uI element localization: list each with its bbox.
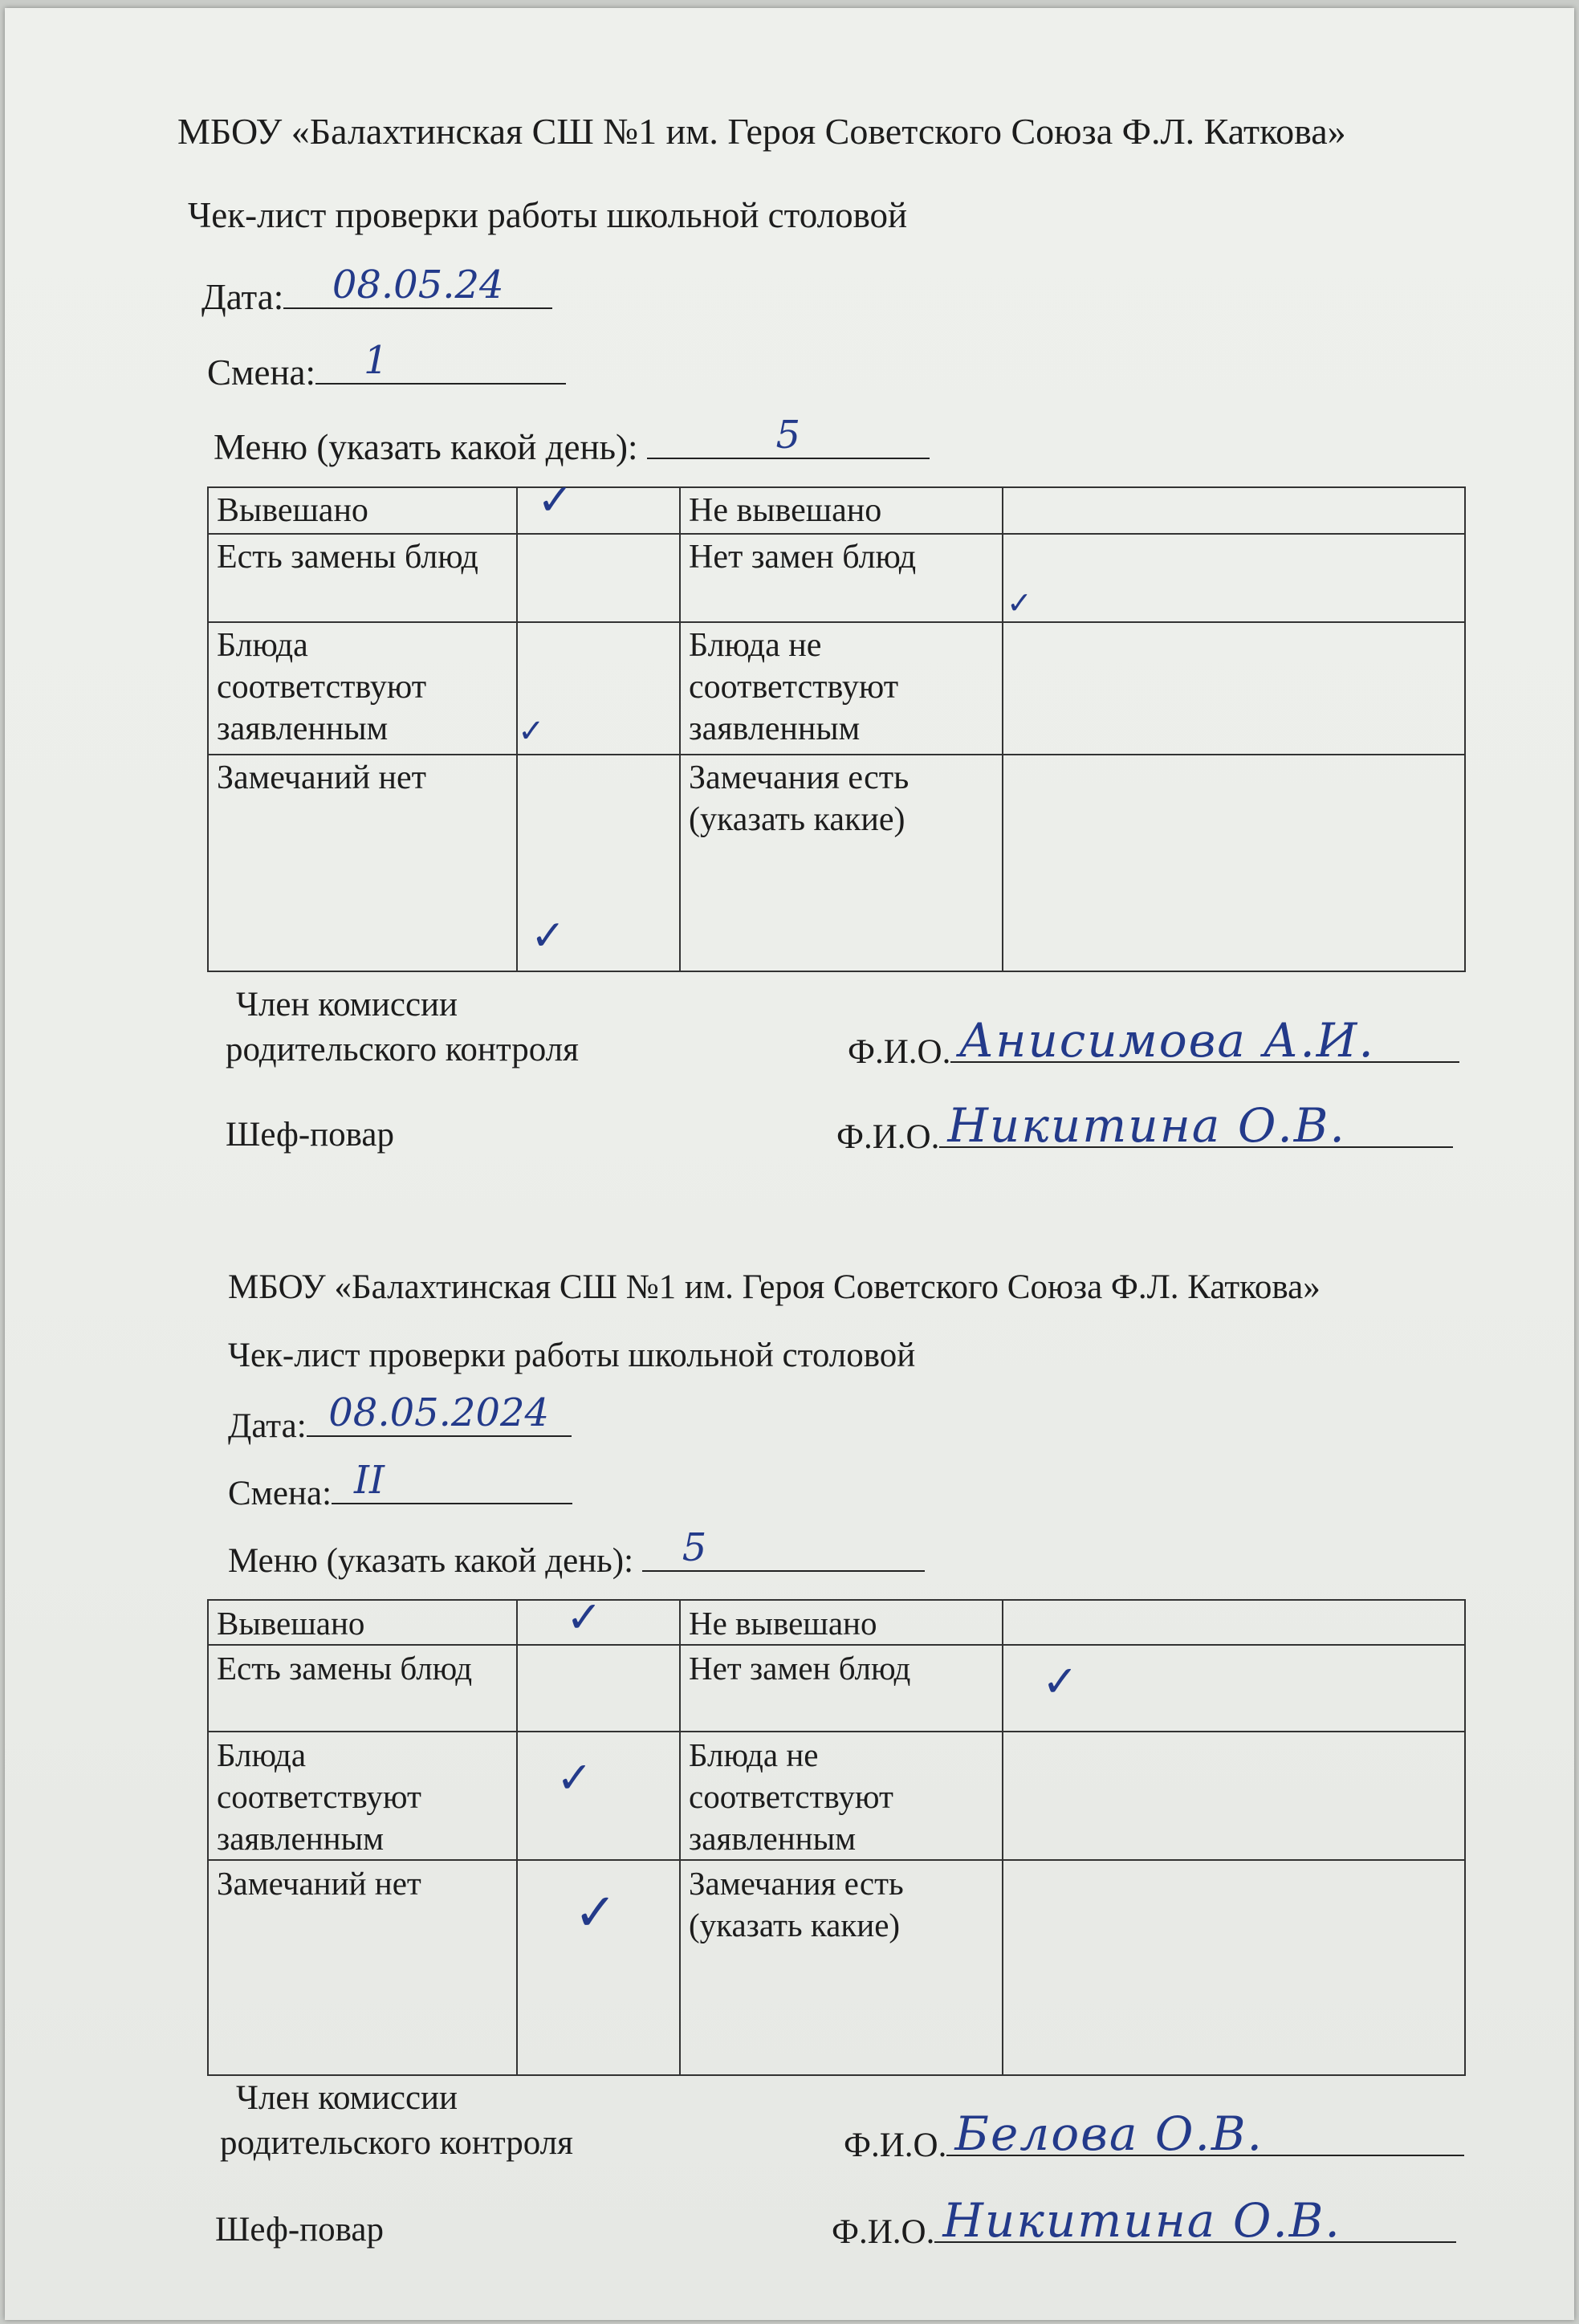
signature-line (946, 2106, 1464, 2161)
fio-label: Ф.И.О. (832, 2213, 935, 2251)
fio-label: Ф.И.О. (836, 1118, 940, 1156)
form1-shift-label: Смена: (207, 352, 316, 393)
form1-shift-row (207, 338, 566, 393)
fio-label: Ф.И.О. (844, 2127, 947, 2164)
check-cell (517, 1860, 680, 2075)
check-cell (1003, 487, 1465, 534)
form1-menu-value: 5 (775, 413, 801, 458)
form2-chef-signature: Никитина О.В. (942, 2193, 1341, 2248)
check-cell (517, 534, 680, 622)
signature-line (939, 1098, 1453, 1153)
form2-date-field (307, 1390, 572, 1437)
form1-commission-label-1: Член комиссии (236, 986, 458, 1024)
row-label: Замечания есть (указать какие) (680, 755, 1003, 971)
form2-menu-row (228, 1525, 925, 1582)
checkmark-icon: ✓ (566, 1592, 603, 1642)
form2-date-row (228, 1390, 572, 1447)
form1-commission-label-2: родительского контроля (226, 1031, 579, 1068)
check-cell (517, 474, 680, 534)
form2-menu-label: Меню (указать какой день): (228, 1542, 634, 1580)
row-label: Не вывешано (680, 487, 1003, 534)
form2-commission-label-1: Член комиссии (236, 2079, 458, 2117)
form2-commission-label-2: родительского контроля (220, 2124, 573, 2162)
form2-commission-fio (844, 2106, 1464, 2167)
form1-commission-fio (848, 1013, 1459, 1073)
form1-menu-row (214, 413, 930, 468)
check-cell (1003, 1860, 1465, 2075)
form2-shift-row (228, 1458, 572, 1515)
check-cell (1003, 534, 1465, 622)
form2-shift-label: Смена: (228, 1475, 332, 1512)
form1-date-label: Дата: (201, 277, 284, 317)
row-label: Замечания есть (указать какие) (680, 1860, 1003, 2075)
table-row (208, 534, 1465, 622)
check-cell (517, 1592, 680, 1645)
form2-shift-value: II (354, 1458, 385, 1503)
row-label: Нет замен блюд (680, 1645, 1003, 1732)
row-label: Блюда соответствуют заявленным (208, 622, 517, 755)
row-label: Блюда не соответствуют заявленным (680, 1732, 1003, 1860)
form1-menu-label: Меню (указать какой день): (214, 427, 638, 467)
form1-menu-field (647, 413, 930, 459)
row-label: Есть замены блюд (208, 534, 517, 622)
form2-chef-fio (832, 2193, 1456, 2253)
row-label: Блюда соответствуют заявленным (208, 1732, 517, 1860)
row-label: Нет замен блюд (680, 534, 1003, 622)
form2-date-value: 08.05.2024 (328, 1390, 550, 1435)
form2-checklist-table (207, 1592, 1466, 2076)
form1-shift-value: 1 (364, 338, 389, 383)
form1-subtitle: Чек-лист проверки работы школьной столовой (188, 195, 908, 235)
checkmark-icon: ✓ (531, 912, 566, 960)
check-cell (517, 622, 680, 755)
form1-date-row (201, 263, 552, 318)
checkmark-icon: ✓ (537, 474, 574, 525)
row-label: Блюда не соответствуют заявленным (680, 622, 1003, 755)
check-cell (1003, 622, 1465, 755)
row-label: Замечаний нет (208, 1860, 517, 2075)
row-label: Вывешано (208, 487, 517, 534)
check-cell (517, 1645, 680, 1732)
check-cell (1003, 1645, 1465, 1732)
check-cell (1003, 755, 1465, 971)
form1-commission-signature: Анисимова А.И. (958, 1013, 1375, 1068)
checkmark-icon: ✓ (1007, 585, 1032, 621)
signature-line (934, 2193, 1456, 2248)
table-row (208, 1732, 1465, 1860)
form2-commission-signature: Белова О.В. (954, 2106, 1264, 2161)
check-cell (1003, 1732, 1465, 1860)
form1-checklist-table (207, 474, 1466, 972)
table-row (208, 755, 1465, 971)
form1-title: МБОУ «Балахтинская СШ №1 им. Героя Советского Союза Ф.Л. Каткова» (177, 111, 1346, 152)
form1-chef-label: Шеф-повар (226, 1116, 395, 1154)
check-cell (517, 755, 680, 971)
checkmark-icon: ✓ (556, 1752, 593, 1803)
form2-subtitle: Чек-лист проверки работы школьной столовой (228, 1337, 916, 1374)
form1-chef-fio (836, 1098, 1453, 1158)
form2-chef-label: Шеф-повар (215, 2211, 385, 2249)
form2-title: МБОУ «Балахтинская СШ №1 им. Героя Советского Союза Ф.Л. Каткова» (228, 1268, 1321, 1306)
row-label: Замечаний нет (208, 755, 517, 971)
table-row (208, 1645, 1465, 1732)
form1-date-value: 08.05.24 (332, 263, 504, 307)
check-cell (1003, 1600, 1465, 1645)
form2-shift-field (332, 1458, 572, 1504)
table-row (208, 1860, 1465, 2075)
form2-date-label: Дата: (228, 1407, 307, 1445)
row-label: Вывешано (208, 1600, 517, 1645)
row-label: Не вывешано (680, 1600, 1003, 1645)
form1-shift-field (315, 338, 566, 385)
row-label: Есть замены блюд (208, 1645, 517, 1732)
form1-chef-signature: Никитина О.В. (947, 1098, 1346, 1153)
checkmark-icon: ✓ (518, 713, 545, 750)
form1-date-field (283, 263, 552, 309)
table-row (208, 487, 1465, 534)
checkmark-icon: ✓ (574, 1883, 617, 1943)
form2-menu-field (642, 1525, 925, 1572)
table-row (208, 622, 1465, 755)
checkmark-icon: ✓ (1042, 1656, 1079, 1707)
check-cell (517, 1732, 680, 1860)
paper-sheet (5, 8, 1574, 2320)
signature-line (950, 1013, 1459, 1068)
fio-label: Ф.И.О. (848, 1033, 951, 1071)
form2-menu-value: 5 (682, 1525, 707, 1570)
table-row (208, 1600, 1465, 1645)
